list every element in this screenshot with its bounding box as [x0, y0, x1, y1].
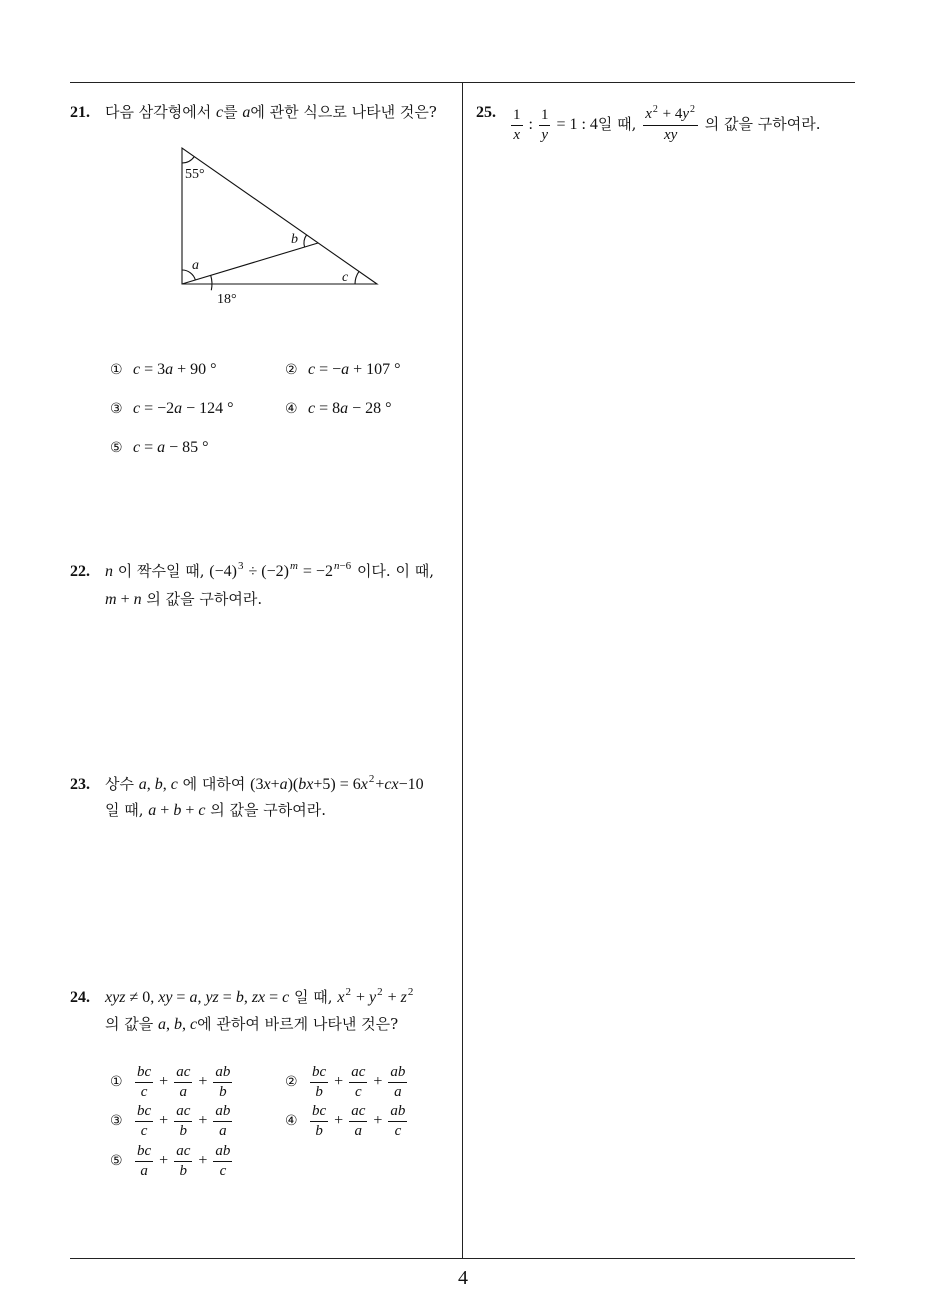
math-variable: b: [173, 802, 182, 819]
math-variable: c: [354, 1083, 362, 1100]
fraction-numerator: [349, 1102, 367, 1122]
math-expression: +cx−10: [375, 776, 424, 793]
math-expression: [219, 1084, 227, 1100]
math-variable: a: [354, 1122, 363, 1139]
math-variable: b: [179, 1122, 188, 1139]
option-expression: [133, 361, 217, 378]
math-variable: a: [219, 1122, 227, 1139]
superscript: 3: [237, 560, 244, 572]
math-variable: c: [170, 776, 178, 793]
math-expression: c = 3a + 90 °: [133, 361, 217, 378]
math-variable: a: [174, 400, 183, 417]
question-24-line-1: [105, 984, 414, 1011]
math-variable: c: [198, 802, 206, 819]
superscript: 2: [407, 986, 414, 998]
fraction-denominator: [313, 1083, 325, 1102]
math-variable: a: [341, 361, 350, 378]
math-variable: x: [513, 126, 521, 143]
question-text: 상수: [105, 775, 139, 793]
question-24-option-4: [285, 1101, 409, 1141]
fraction-denominator: [393, 1122, 404, 1141]
math-expression: [219, 1123, 227, 1139]
inner-segment: [182, 243, 318, 284]
angle-arc-b: [304, 235, 306, 247]
fraction: [213, 1142, 232, 1181]
fraction-denominator: [178, 1162, 190, 1181]
math-variable: a: [394, 1083, 402, 1100]
math-variable: b: [219, 1083, 227, 1100]
math-variable: a: [148, 802, 157, 819]
fraction-numerator: [388, 1102, 407, 1122]
math-expression: [215, 1103, 230, 1119]
math-variable: a: [138, 776, 147, 793]
math-variable: yz: [205, 989, 219, 1006]
math-variable: n: [105, 563, 113, 580]
math-expression: +: [369, 1112, 387, 1129]
math-variable: b: [174, 1016, 183, 1033]
question-24: [70, 984, 460, 1044]
question-21-option-2: [285, 356, 401, 383]
math-expression: :: [524, 116, 537, 133]
fraction-numerator: [213, 1102, 232, 1122]
fraction: [349, 1063, 367, 1102]
fraction: [310, 1063, 328, 1102]
math-variable: ac: [351, 1063, 366, 1080]
question-24-option-1: [110, 1062, 234, 1102]
angle-label-a: a: [192, 258, 199, 273]
fraction-numerator: [174, 1102, 192, 1122]
math-expression: = −2: [298, 563, 333, 580]
math-expression: [390, 1103, 405, 1119]
math-expression: c = 8a − 28 °: [308, 400, 392, 417]
math-expression: +: [155, 1073, 173, 1090]
math-expression: (−4): [209, 563, 237, 580]
question-23-line-1: [105, 771, 424, 798]
angle-arc-bottom: [211, 275, 212, 290]
fraction-numerator: [388, 1063, 407, 1083]
math-variable: x: [337, 989, 345, 1006]
triangle-diagram: [160, 140, 390, 310]
question-text: 에 관한 식으로 나타낸 것은?: [250, 103, 437, 121]
math-variable: xy: [663, 127, 678, 144]
math-variable: bc: [312, 1102, 327, 1119]
option-marker: ①: [110, 1074, 123, 1090]
math-variable: zx: [251, 989, 266, 1006]
angle-label-c: c: [342, 270, 349, 285]
question-text: 의 값을 구하여라.: [205, 801, 326, 819]
math-variable: cx: [384, 776, 399, 793]
fraction-numerator: [135, 1102, 153, 1122]
fraction-denominator: [217, 1122, 229, 1141]
math-expression: a + b + c: [148, 802, 206, 819]
superscript: 2: [690, 104, 696, 116]
question-21-option-3: [110, 395, 234, 422]
math-expression: 1: [513, 106, 521, 123]
math-variable: c: [133, 400, 141, 417]
math-variable: bc: [137, 1142, 152, 1159]
math-variable: bx: [298, 776, 314, 793]
math-variable: bc: [137, 1102, 152, 1119]
superscript: n−6: [333, 560, 352, 572]
fraction: [349, 1102, 367, 1141]
question-number: 21.: [70, 104, 90, 121]
fraction-numerator: [643, 105, 698, 126]
option-expression: [308, 1063, 409, 1100]
question-text: 다음 삼각형에서: [105, 103, 216, 121]
math-variable: x: [645, 106, 652, 123]
math-expression: [395, 1123, 402, 1139]
math-variable: ab: [390, 1102, 406, 1119]
math-variable: b: [179, 1162, 188, 1179]
math-variable: c: [215, 104, 224, 121]
question-23: [70, 771, 460, 831]
math-variable: x: [360, 776, 368, 793]
option-expression: [308, 361, 401, 378]
fraction-numerator: [213, 1142, 232, 1162]
math-expression: a, b, c: [158, 1016, 198, 1033]
fraction: [511, 106, 523, 145]
math-variable: a: [189, 989, 198, 1006]
fraction-denominator: [217, 1083, 229, 1102]
fraction: [135, 1142, 153, 1181]
fraction-denominator: [392, 1083, 404, 1102]
math-variable: a: [242, 104, 251, 121]
option-expression: [308, 1102, 409, 1139]
option-expression: [133, 1102, 234, 1139]
math-variable: c: [219, 1162, 227, 1179]
fraction-numerator: [213, 1063, 232, 1083]
option-expression: [308, 400, 392, 417]
math-expression: + y: [351, 989, 377, 1006]
question-22-line-2: [105, 586, 262, 613]
math-variable: x: [263, 776, 271, 793]
fraction: [213, 1063, 232, 1102]
question-22: [70, 558, 460, 618]
math-expression: c = a − 85 °: [133, 439, 209, 456]
math-variable: a: [140, 1162, 148, 1179]
math-expression: [312, 1064, 326, 1080]
math-expression: [141, 1084, 148, 1100]
fraction-numerator: [349, 1063, 367, 1083]
math-expression: [180, 1163, 188, 1179]
column-divider: [462, 82, 463, 1259]
math-expression: +: [330, 1073, 348, 1090]
option-expression: [133, 1142, 234, 1179]
math-variable: c: [133, 361, 141, 378]
math-expression: m + n: [105, 591, 142, 608]
option-marker: ④: [285, 1113, 298, 1129]
angle-label-top: 55°: [185, 167, 205, 182]
math-expression: [312, 1103, 326, 1119]
math-variable: xy: [158, 989, 173, 1006]
math-variable: b: [154, 776, 163, 793]
question-number: 22.: [70, 563, 90, 580]
math-expression: [216, 104, 223, 121]
fraction-denominator: [511, 126, 522, 145]
math-expression: [180, 1123, 188, 1139]
math-expression: [140, 1163, 148, 1179]
fraction-numerator: [174, 1063, 192, 1083]
fraction-denominator: [178, 1083, 190, 1102]
math-variable: a: [279, 776, 288, 793]
math-variable: c: [308, 361, 316, 378]
fraction: [643, 105, 698, 145]
math-variable: y: [682, 106, 690, 123]
math-expression: [176, 1143, 190, 1159]
math-expression: [394, 1084, 402, 1100]
math-variable: c: [140, 1083, 148, 1100]
question-text: 에 대하여: [177, 775, 251, 793]
triangle-outline: [182, 148, 377, 284]
fraction-denominator: [313, 1122, 325, 1141]
math-variable: ac: [351, 1102, 366, 1119]
option-marker: ②: [285, 362, 298, 378]
fraction-denominator: [662, 126, 679, 145]
fraction-numerator: [135, 1142, 153, 1162]
math-variable: y: [368, 989, 377, 1006]
math-expression: xyz ≠ 0, xy = a, yz = b, zx = c: [105, 989, 290, 1006]
fraction-numerator: [310, 1102, 328, 1122]
math-variable: ab: [390, 1063, 406, 1080]
option-expression: [133, 400, 234, 417]
question-text: 일 때,: [105, 801, 149, 819]
math-expression: [315, 1123, 323, 1139]
math-expression: +: [155, 1152, 173, 1169]
math-variable: c: [140, 1122, 148, 1139]
math-variable: c: [133, 439, 141, 456]
math-variable: ac: [176, 1063, 191, 1080]
math-expression: [390, 1064, 405, 1080]
math-variable: a: [340, 400, 349, 417]
question-22-line-1: [105, 558, 434, 585]
option-marker: ③: [110, 401, 123, 417]
math-variable: ab: [215, 1063, 231, 1080]
fraction-numerator: [511, 106, 523, 126]
math-expression: [351, 1064, 365, 1080]
math-variable: n: [333, 560, 340, 572]
math-variable: b: [315, 1083, 323, 1100]
math-expression: +: [369, 1073, 387, 1090]
fraction-denominator: [353, 1083, 364, 1102]
math-expression: [351, 1103, 365, 1119]
math-expression: [355, 1123, 363, 1139]
question-24-option-3: [110, 1101, 234, 1141]
math-expression: [220, 1163, 227, 1179]
fraction-numerator: [135, 1063, 153, 1083]
option-marker: ②: [285, 1074, 298, 1090]
question-25-line-1: [509, 103, 821, 145]
fraction: [174, 1102, 192, 1141]
math-variable: m: [289, 560, 298, 572]
question-text: 이다. 이 때,: [352, 562, 434, 580]
math-expression: = 1 : 4: [552, 116, 598, 133]
math-expression: +: [330, 1112, 348, 1129]
math-expression: [541, 127, 548, 143]
fraction-denominator: [539, 126, 550, 145]
math-expression: [176, 1103, 190, 1119]
math-expression: (3x+a)(bx+5) = 6x: [250, 776, 368, 793]
question-number: 23.: [70, 776, 90, 793]
question-text: 의 값을: [105, 1015, 159, 1033]
math-variable: c: [282, 989, 290, 1006]
fraction: [310, 1102, 328, 1141]
math-expression: [137, 1103, 151, 1119]
math-expression: [137, 1064, 151, 1080]
fraction: [174, 1063, 192, 1102]
math-variable: ac: [176, 1142, 191, 1159]
question-number: 24.: [70, 989, 90, 1006]
angle-label-b: b: [291, 232, 298, 247]
fraction-denominator: [139, 1122, 150, 1141]
fraction: [388, 1063, 407, 1102]
math-variable: xyz: [105, 989, 126, 1006]
math-variable: a: [157, 439, 166, 456]
fraction: [135, 1063, 153, 1102]
math-variable: a: [165, 361, 174, 378]
math-variable: m: [105, 591, 117, 608]
fraction-denominator: [139, 1083, 150, 1102]
question-21-option-4: [285, 395, 392, 422]
option-marker: ③: [110, 1113, 123, 1129]
math-expression: [180, 1084, 188, 1100]
math-expression: [355, 1084, 362, 1100]
math-variable: c: [308, 400, 316, 417]
option-expression: [133, 1063, 234, 1100]
question-text: 의 값을 구하여라.: [141, 590, 263, 608]
superscript: 2: [652, 104, 658, 116]
fraction-numerator: [174, 1142, 192, 1162]
option-marker: ④: [285, 401, 298, 417]
question-24-line-2: [105, 1011, 398, 1038]
math-expression: [137, 1143, 151, 1159]
math-expression: ÷ (−2): [244, 563, 289, 580]
math-expression: c = −a + 107 °: [308, 361, 401, 378]
fraction-denominator: [178, 1122, 190, 1141]
superscript: 2: [368, 773, 375, 785]
question-24-option-2: [285, 1062, 409, 1102]
math-expression: +: [155, 1112, 173, 1129]
math-expression: [176, 1064, 190, 1080]
math-variable: a: [179, 1083, 188, 1100]
math-expression: +: [194, 1152, 212, 1169]
math-expression: +: [194, 1112, 212, 1129]
math-expression: 1: [540, 106, 549, 123]
question-21-option-1: [110, 356, 217, 383]
fraction-numerator: [539, 106, 551, 126]
question-text: 일 때,: [597, 115, 642, 133]
question-24-option-5: [110, 1141, 234, 1181]
math-expression: [215, 1143, 230, 1159]
math-variable: c: [394, 1122, 402, 1139]
math-variable: bc: [312, 1063, 327, 1080]
question-21-option-5: [110, 434, 209, 461]
question-number: 25.: [476, 104, 496, 121]
math-expression: [645, 106, 652, 122]
option-marker: ①: [110, 362, 123, 378]
math-expression: c = −2a − 124 °: [133, 400, 234, 417]
fraction-denominator: [138, 1162, 150, 1181]
math-expression: + z: [383, 989, 407, 1006]
angle-label-bottom: 18°: [217, 292, 237, 307]
math-expression: [513, 127, 520, 143]
option-marker: ⑤: [110, 1153, 123, 1169]
math-expression: a, b, c: [138, 776, 178, 793]
question-23-line-2: [105, 797, 326, 824]
angle-arc-top: [182, 157, 194, 163]
question-text: 일 때,: [289, 988, 338, 1006]
math-variable: z: [400, 989, 407, 1006]
math-expression: [664, 127, 677, 143]
question-21-line-1: [105, 99, 437, 126]
page-number: 4: [458, 1267, 468, 1289]
option-marker: ⑤: [110, 440, 123, 456]
fraction-numerator: [310, 1063, 328, 1083]
option-expression: [133, 439, 209, 456]
superscript: [290, 560, 298, 572]
fraction: [539, 106, 551, 145]
math-variable: n: [133, 591, 142, 608]
math-variable: ab: [215, 1102, 231, 1119]
angle-arc-c: [355, 271, 359, 284]
fraction: [135, 1102, 153, 1141]
fraction-denominator: [218, 1162, 229, 1181]
math-expression: [215, 1064, 230, 1080]
superscript: 2: [345, 986, 351, 998]
question-text: 이 짝수일 때,: [113, 562, 210, 580]
fraction: [213, 1102, 232, 1141]
superscript: 2: [377, 986, 383, 998]
question-text: 의 값을 구하여라.: [700, 115, 821, 133]
math-variable: a: [158, 1016, 167, 1033]
math-expression: [105, 563, 113, 580]
fraction: [388, 1102, 407, 1141]
math-expression: [315, 1084, 323, 1100]
math-variable: c: [190, 1016, 198, 1033]
math-variable: ab: [215, 1142, 231, 1159]
math-expression: + 4y: [658, 106, 690, 123]
question-25: [476, 99, 866, 159]
footer-rule: [70, 1258, 855, 1259]
math-variable: ac: [176, 1102, 191, 1119]
math-variable: y: [541, 126, 549, 143]
math-expression: +: [194, 1073, 212, 1090]
math-variable: b: [315, 1122, 323, 1139]
question-text: 를: [223, 103, 243, 121]
fraction-denominator: [353, 1122, 365, 1141]
math-expression: [141, 1123, 148, 1139]
math-expression: [337, 989, 344, 1006]
math-variable: bc: [137, 1063, 152, 1080]
fraction: [174, 1142, 192, 1181]
math-variable: b: [235, 989, 244, 1006]
question-text: 에 관하여 바르게 나타낸 것은?: [197, 1015, 399, 1033]
